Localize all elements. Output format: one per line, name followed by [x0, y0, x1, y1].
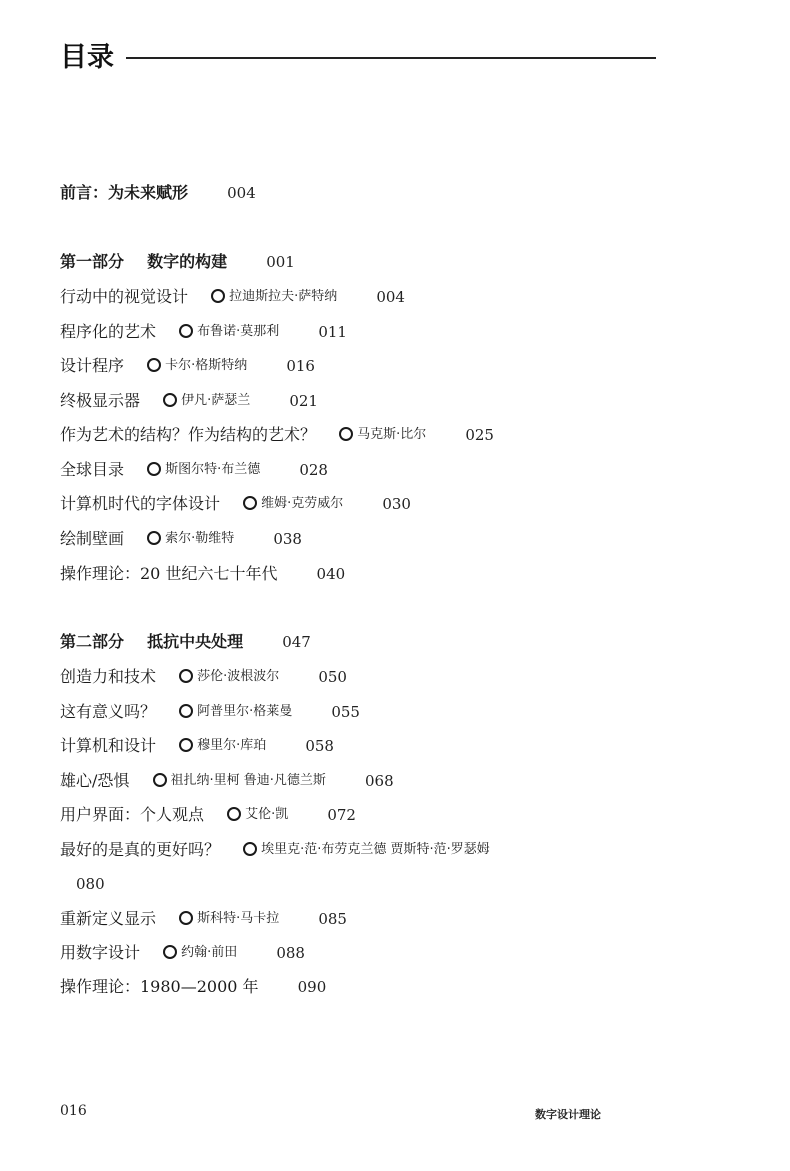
toc-entry[interactable]: [60, 352, 315, 378]
entry-author: 布鲁诺·莫那利: [197, 323, 280, 339]
entry-title: 全球目录: [60, 459, 125, 479]
author-bullet-icon: [179, 911, 193, 925]
entry-title: 行动中的视觉设计: [60, 286, 189, 306]
page-title: 目录: [60, 42, 114, 73]
entry-title: 雄心/恐惧: [60, 770, 130, 790]
part-heading[interactable]: [60, 248, 295, 274]
entry-page: 016: [286, 356, 315, 375]
preface-title: 前言：为未来赋形: [60, 182, 189, 202]
entry-title: 操作理论：1980—2000 年: [60, 976, 259, 996]
entry-page: 085: [318, 909, 347, 928]
entry-page: 025: [465, 425, 494, 444]
entry-author: 索尔·勒维特: [165, 530, 235, 546]
entry-page: 004: [376, 287, 405, 306]
toc-entry[interactable]: [60, 801, 356, 827]
entry-title: 绘制壁画: [60, 528, 125, 548]
author-bullet-icon: [147, 462, 161, 476]
toc-entry[interactable]: [60, 456, 328, 482]
entry-page: 028: [299, 460, 328, 479]
toc-entry[interactable]: [60, 698, 360, 724]
entry-title: 创造力和技术: [60, 666, 157, 686]
toc-entry[interactable]: [60, 387, 318, 413]
entry-title: 作为艺术的结构？作为结构的艺术？: [60, 424, 317, 444]
author-bullet-icon: [227, 807, 241, 821]
toc-entry[interactable]: [60, 318, 347, 344]
entry-author: 艾伦·凯: [245, 806, 289, 822]
entry-page: 058: [305, 736, 334, 755]
entry-page: 088: [276, 943, 305, 962]
entry-page: 040: [316, 564, 346, 583]
toc-header: [60, 40, 600, 80]
entry-author: 阿普里尔·格莱曼: [197, 703, 293, 719]
entry-author: 约翰·前田: [181, 944, 238, 960]
toc-entry[interactable]: [60, 939, 305, 965]
entry-author: 斯图尔特·布兰德: [165, 461, 261, 477]
author-bullet-icon: [339, 427, 353, 441]
author-bullet-icon: [211, 289, 225, 303]
entry-title: 设计程序: [60, 355, 125, 375]
preface-page: 004: [227, 183, 256, 202]
entry-author: 拉迪斯拉夫·萨特纳: [229, 288, 338, 304]
toc-entry-continuation[interactable]: [76, 870, 105, 896]
entry-title: 操作理论：20 世纪六七十年代: [60, 563, 278, 583]
entry-author: 斯科特·马卡拉: [197, 910, 280, 926]
author-bullet-icon: [179, 324, 193, 338]
entry-author: 维姆·克劳威尔: [261, 495, 344, 511]
toc-entry[interactable]: [60, 663, 347, 689]
entry-page: 080: [76, 874, 105, 893]
entry-author: 祖扎纳·里柯 鲁迪·凡德兰斯: [170, 772, 326, 788]
part-title: 数字的构建: [147, 251, 228, 271]
entry-title: 计算机时代的字体设计: [60, 493, 221, 513]
toc-entry[interactable]: [60, 767, 394, 793]
footer-page-number: 016: [60, 1103, 87, 1119]
footer-book-title: 数字设计理论: [535, 1108, 601, 1121]
toc-preface[interactable]: [60, 179, 256, 205]
author-bullet-icon: [243, 496, 257, 510]
entry-author: 莎伦·波根波尔: [197, 668, 280, 684]
author-bullet-icon: [163, 945, 177, 959]
entry-page: 030: [382, 494, 411, 513]
author-bullet-icon: [147, 358, 161, 372]
author-bullet-icon: [147, 531, 161, 545]
entry-page: 050: [318, 667, 347, 686]
part-heading[interactable]: [60, 628, 311, 654]
entry-page: 068: [365, 771, 394, 790]
author-bullet-icon: [179, 669, 193, 683]
entry-page: 055: [331, 702, 360, 721]
entry-author: 埃里克·范·布劳克兰德 贾斯特·范·罗瑟姆: [261, 841, 490, 857]
author-bullet-icon: [179, 738, 193, 752]
entry-page: 090: [297, 977, 327, 996]
entry-page: 021: [289, 391, 318, 410]
title-rule: [126, 57, 656, 59]
entry-author: 穆里尔·库珀: [197, 737, 267, 753]
part-title: 抵抗中央处理: [147, 631, 244, 651]
toc-entry[interactable]: [60, 732, 334, 758]
part-label: 第二部分: [60, 631, 125, 651]
entry-title: 最好的是真的更好吗？: [60, 839, 221, 859]
author-bullet-icon: [153, 773, 167, 787]
entry-title: 用户界面：个人观点: [60, 804, 205, 824]
part-label: 第一部分: [60, 251, 125, 271]
toc-entry[interactable]: [60, 421, 494, 447]
entry-page: 072: [327, 805, 356, 824]
part-page: 047: [282, 632, 311, 651]
part-page: 001: [266, 252, 295, 271]
entry-author: 马克斯·比尔: [357, 426, 427, 442]
toc-entry[interactable]: [60, 490, 411, 516]
entry-page: 011: [318, 322, 347, 341]
entry-title: 用数字设计: [60, 942, 141, 962]
entry-page: 038: [273, 529, 302, 548]
entry-title: 程序化的艺术: [60, 321, 157, 341]
entry-author: 卡尔·格斯特纳: [165, 357, 248, 373]
author-bullet-icon: [179, 704, 193, 718]
toc-entry[interactable]: [60, 905, 347, 931]
author-bullet-icon: [163, 393, 177, 407]
entry-title: 终极显示器: [60, 390, 141, 410]
toc-entry[interactable]: [60, 560, 345, 586]
toc-entry[interactable]: [60, 283, 405, 309]
toc-entry[interactable]: [60, 525, 302, 551]
toc-entry[interactable]: [60, 836, 490, 862]
author-bullet-icon: [243, 842, 257, 856]
entry-title: 重新定义显示: [60, 908, 157, 928]
entry-title: 计算机和设计: [60, 735, 157, 755]
toc-entry[interactable]: [60, 973, 326, 999]
entry-author: 伊凡·萨瑟兰: [181, 392, 251, 408]
entry-title: 这有意义吗？: [60, 701, 157, 721]
